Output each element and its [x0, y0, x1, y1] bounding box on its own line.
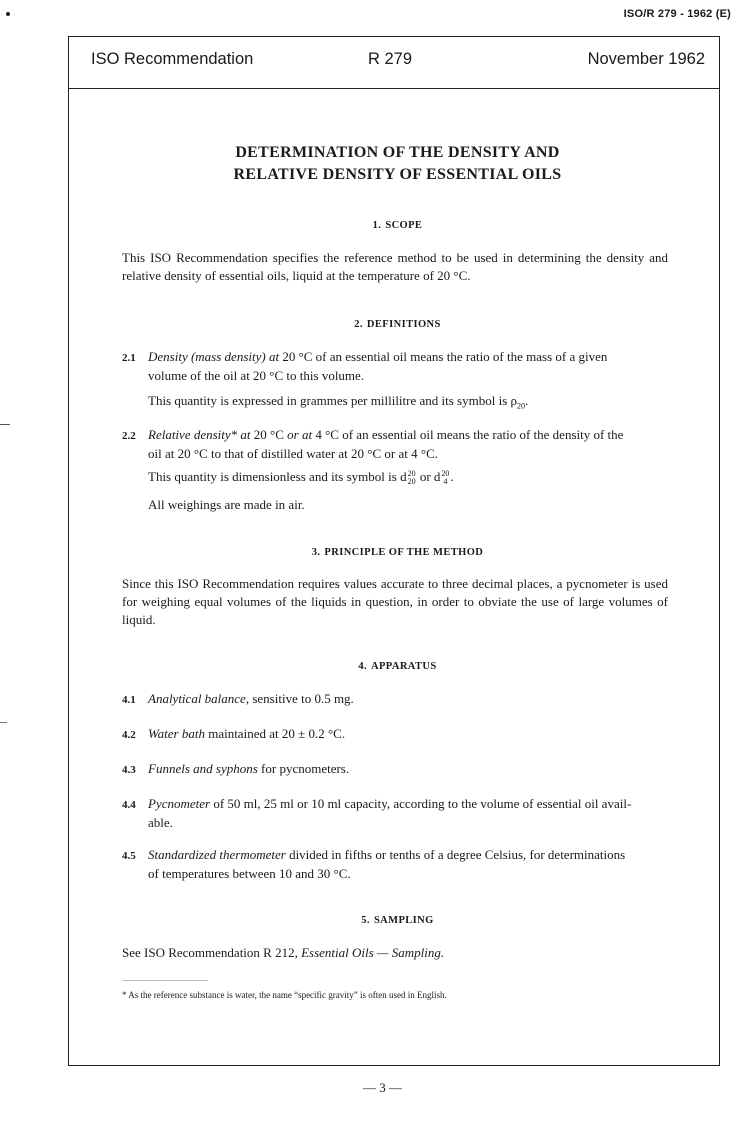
definition-2-2: 2.2 Relative density* at 20 °C or at 4 °C of an essential oil means the ratio of the density of the oil at 20 °C to that of distilled water at 20 °C or at 4 °C.	[122, 427, 624, 461]
header-number: R 279	[368, 50, 413, 68]
document-title	[0, 142, 745, 186]
symbol-d-20-4: 20 4	[441, 469, 450, 487]
apparatus-4-2: 4.2 Water bath maintained at 20 ± 0.2 °C.	[122, 726, 346, 741]
footnote-divider	[122, 980, 208, 981]
header-date: November 1962	[587, 50, 705, 68]
page-number: — 3 —	[363, 1080, 402, 1095]
header-series: ISO Recommendation	[91, 50, 254, 68]
margin-tick	[0, 424, 10, 425]
footnote: * As the reference substance is water, the name “specific gravity” is often used in English.	[122, 990, 447, 1000]
title-line-2: RELATIVE DENSITY OF ESSENTIAL OILS	[233, 166, 562, 183]
weighing-note: All weighings are made in air.	[148, 497, 305, 512]
section-heading-sampling: 5. SAMPLING	[361, 915, 434, 926]
apparatus-4-5: 4.5 Standardized thermometer divided in fifths or tenths of a degree Celsius, for determinations of temperatures between 10 and 30 °C.	[122, 847, 626, 881]
margin-tick	[0, 722, 7, 723]
apparatus-4-3: 4.3 Funnels and syphons for pycnometers.	[122, 761, 350, 776]
principle-paragraph: Since this ISO Recommendation requires values accurate to three decimal places, a pycnometer is used for weighing equal volumes of the liquids in question, in order to obviate the use of large volumes of liquid.	[122, 576, 668, 627]
section-heading-definitions: 2. DEFINITIONS	[354, 319, 441, 330]
sampling-paragraph: See ISO Recommendation R 212, Essential Oils — Sampling.	[122, 945, 445, 960]
density-symbol-note: This quantity is expressed in grammes per millilitre and its symbol is $\rho_{20}$.	[148, 393, 529, 411]
margin-mark	[6, 12, 10, 16]
document-code: ISO/R 279 - 1962 (E)	[623, 8, 731, 20]
title-line-1: DETERMINATION OF THE DENSITY AND	[235, 144, 560, 161]
apparatus-4-1: 4.1 Analytical balance, sensitive to 0.5 mg.	[122, 691, 354, 706]
section-heading-scope: 1. SCOPE	[372, 220, 423, 231]
apparatus-4-4: 4.4 Pycnometer of 50 ml, 25 ml or 10 ml capacity, according to the volume of essential oil avail- able.	[122, 796, 632, 830]
definition-2-1: 2.1 Density (mass density) at 20 °C of an essential oil means the ratio of the mass of a given volume of the oil at 20 °C to this volume.	[122, 349, 608, 383]
relative-density-symbol-note: This quantity is dimensionless and its symbol is d20 20 or d20 4 .	[148, 469, 454, 487]
section-heading-principle: 3. PRINCIPLE OF THE METHOD	[311, 547, 484, 558]
symbol-d-20-20: 20 20	[407, 469, 416, 487]
header-divider	[68, 88, 720, 89]
section-heading-apparatus: 4. APPARATUS	[358, 661, 437, 672]
scope-paragraph: This ISO Recommendation specifies the reference method to be used in determining the density and relative density of essential oils, liquid at the temperature of 20 °C.	[122, 250, 668, 283]
